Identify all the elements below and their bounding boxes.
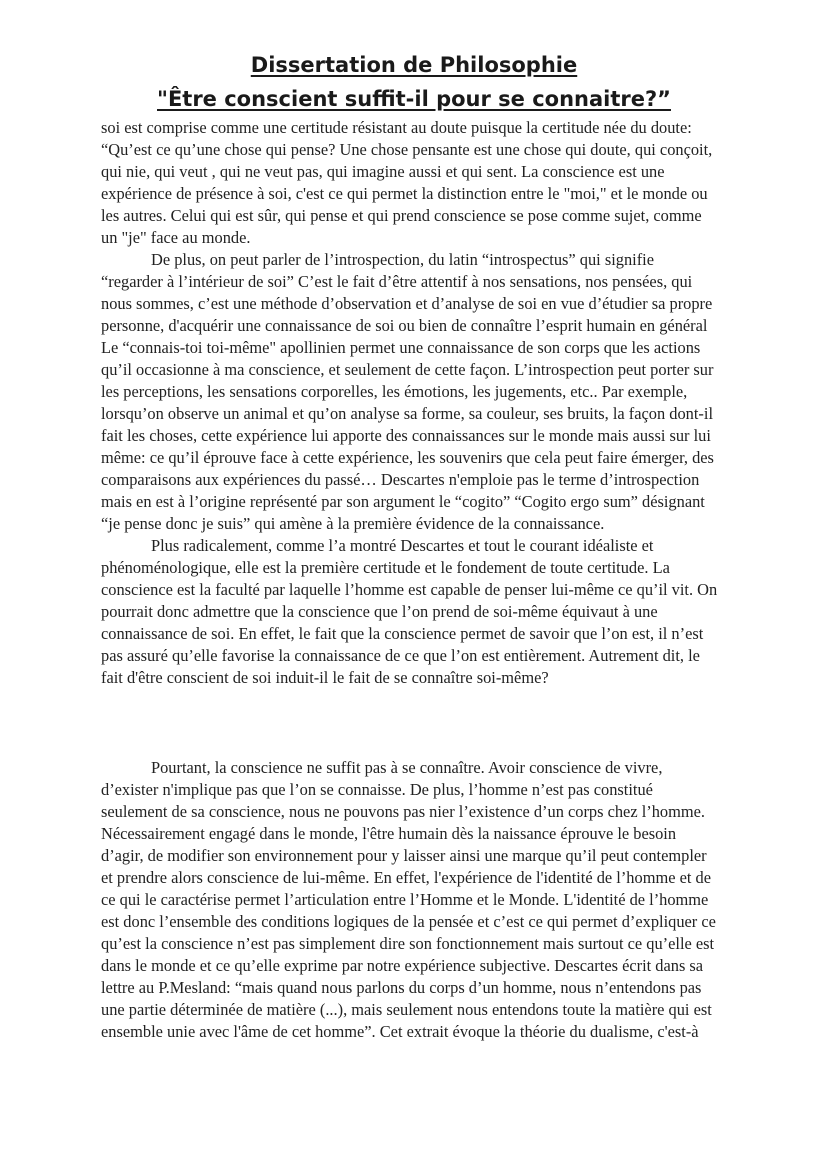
text-line: une partie déterminée de matière (...), mais seulement nous entendons toute la matière qui est bbox=[101, 1000, 712, 1019]
text-line: les perceptions, les sensations corporelles, les émotions, les jugements, etc.. Par exemple, bbox=[101, 382, 688, 401]
body-section-1 bbox=[101, 117, 733, 689]
document-title: Dissertation de Philosophie bbox=[250, 53, 578, 77]
text-line: ensemble unie avec l'âme de cet homme”. Cet extrait évoque la théorie du dualisme, c'est-à bbox=[101, 1022, 699, 1041]
text-line: seulement de sa conscience, nous ne pouvons pas nier l’existence d’un corps chez l’homme. bbox=[101, 802, 705, 821]
text-line: les autres. Celui qui est sûr, qui pense et qui prend conscience se pose comme sujet, comme bbox=[101, 206, 702, 225]
body-section-2 bbox=[101, 757, 733, 1043]
text-line: d’agir, de modifier son environnement pour y laisser ainsi une marque qu’il peut contempler bbox=[101, 846, 707, 865]
text-line: qui nie, qui veut , qui ne veut pas, qui imagine aussi et qui sent. La conscience est une bbox=[101, 162, 665, 181]
text-line: connaissance de soi. En effet, le fait que la conscience permet de savoir que l’on est, il n’est bbox=[101, 624, 704, 643]
text-line: soi est comprise comme une certitude résistant au doute puisque la certitude née du doute: bbox=[101, 118, 692, 137]
text-line: expérience de présence à soi, c'est ce qui permet la distinction entre le "moi," et le monde ou bbox=[101, 184, 708, 203]
text-line: un "je" face au monde. bbox=[101, 228, 251, 247]
text-line: Le “connais-toi toi-même" apollinien permet une connaissance de son corps que les actions bbox=[101, 338, 701, 357]
text-line: qu’est la conscience n’est pas simplement dire son fonctionnement mais surtout ce qu’elle est bbox=[101, 934, 715, 953]
text-line: Pourtant, la conscience ne suffit pas à se connaître. Avoir conscience de vivre, bbox=[151, 758, 663, 777]
text-line: fait d'être conscient de soi induit-il le fait de se connaître soi-même? bbox=[101, 668, 549, 687]
text-line: phénoménologique, elle est la première certitude et le fondement de toute certitude. La bbox=[101, 558, 670, 577]
text-line: conscience est la faculté par laquelle l’homme est capable de penser lui-même ce qu’il vit. On bbox=[101, 580, 718, 599]
text-line: mais en est à l’origine représenté par son argument le “cogito” “Cogito ergo sum” désignant bbox=[101, 492, 705, 511]
text-line: Nécessairement engagé dans le monde, l'être humain dès la naissance éprouve le besoin bbox=[101, 824, 677, 843]
text-line: Plus radicalement, comme l’a montré Descartes et tout le courant idéaliste et bbox=[151, 536, 654, 555]
text-line: pourrait donc admettre que la conscience que l’on prend de soi-même équivaut à une bbox=[101, 602, 658, 621]
text-line: pas assuré qu’elle favorise la connaissance de ce que l’on est entièrement. Autrement dit, le bbox=[101, 646, 700, 665]
text-line: lettre au P.Mesland: “mais quand nous parlons du corps d’un homme, nous n’entendons pas bbox=[101, 978, 702, 997]
text-line: qu’il occasionne à ma conscience, et seulement de cette façon. L’introspection peut porter sur bbox=[101, 360, 714, 379]
text-line: personne, d'acquérir une connaissance de soi ou bien de connaître l’esprit humain en général bbox=[101, 316, 708, 335]
text-line: même: ce qu’il éprouve face à cette expérience, les souvenirs que cela peut faire émerger, des bbox=[101, 448, 714, 467]
text-line: “regarder à l’intérieur de soi” C’est le fait d’être attentif à nos sensations, nos pensées, qui bbox=[101, 272, 693, 291]
text-line: comparaisons aux expériences du passé… Descartes n'emploie pas le terme d’introspection bbox=[101, 470, 700, 489]
text-line: d’exister n'implique pas que l’on se connaisse. De plus, l’homme n’est pas constitué bbox=[101, 780, 653, 799]
text-line: et prendre alors conscience de lui-même. En effet, l'expérience de l'identité de l’homme et de bbox=[101, 868, 711, 887]
text-line: ce qui le caractérise permet l’articulation entre l’Homme et le Monde. L'identité de l’homme bbox=[101, 890, 709, 909]
text-line: fait les choses, cette expérience lui apporte des connaissances sur le monde mais aussi sur lui bbox=[101, 426, 711, 445]
text-line: lorsqu’on observe un animal et qu’on analyse sa forme, sa couleur, ses bruits, la façon dont-il bbox=[101, 404, 713, 423]
text-line: nous sommes, c’est une méthode d’observation et d’analyse de soi en vue d’étudier sa propre bbox=[101, 294, 713, 313]
text-line: “Qu’est ce qu’une chose qui pense? Une chose pensante est une chose qui doute, qui conçoit, bbox=[101, 140, 713, 159]
text-line: “je pense donc je suis” qui amène à la première évidence de la connaissance. bbox=[101, 514, 605, 533]
text-line: De plus, on peut parler de l’introspection, du latin “introspectus” qui signifie bbox=[151, 250, 654, 269]
text-line: dans le monde et ce qu’elle exprime par notre expérience subjective. Descartes écrit dans sa bbox=[101, 956, 704, 975]
text-line: est donc l’ensemble des conditions logiques de la pensée et c’est ce qui permet d’expliquer ce bbox=[101, 912, 716, 931]
document-subtitle: "Être conscient suffit-il pour se connaitre?” bbox=[157, 87, 671, 111]
